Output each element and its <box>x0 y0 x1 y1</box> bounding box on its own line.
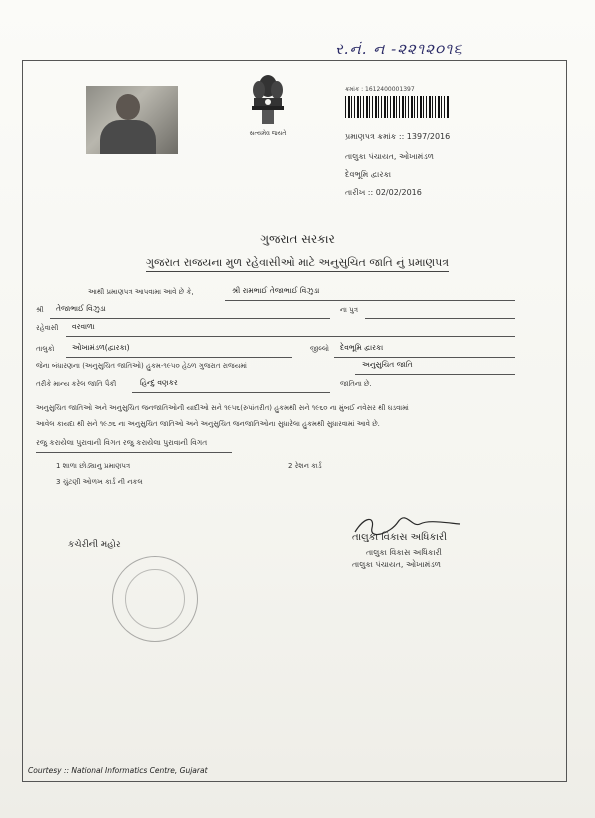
district-value: દેવભૂમિ દ્વારકા <box>340 343 384 352</box>
caste-suffix: જાતિના છે. <box>340 380 372 388</box>
taluka-label: તાલુકો <box>36 345 55 353</box>
government-title: ગુજરાત સરકાર <box>260 232 335 246</box>
handwritten-reference: ર.નં. ન -૨૨૧૨૦૧૬ <box>335 40 463 58</box>
order-text: જેના બંધારણના (અનુસુચિત જાતિઓ) હુકમ-૧૯૫૦ હેઠળ ગુજરાત રાજયમાં <box>36 362 247 370</box>
signatory-stamp-line-1: તાલુકા વિકાસ અધિકારી <box>366 548 442 557</box>
office-seal <box>112 556 198 642</box>
issue-date: તારીખ :: 02/02/2016 <box>345 188 422 197</box>
legal-paragraph-line-1: અનુસુચિત જાતિઓ અને અનુસુચિત જનજાતિઓની યાદીઓ સને ૧૯૫૬(રુપાંતરીત) હુકમથી સને ૧૯૬૦ ના મુંબઈ નવેસર થી ઘડવામાં <box>36 404 409 412</box>
signatory-title: તાલુકા વિકાસ અધિકારી <box>352 532 447 543</box>
intro-label: આથી પ્રમાણપત્ર આપવામા આવે છે કે, <box>88 288 194 296</box>
father-name: તેજાભાઈ વિંઝુડા <box>56 304 106 313</box>
document-1: 1 શાળા છોડ્યાનુ પ્રમાણપત્ર <box>56 462 131 470</box>
barcode-label: ક્રમાંક : 1612400001397 <box>345 86 415 93</box>
document-2: 2 રેશન કાર્ડ <box>288 462 322 470</box>
order-value: અનુસુચિત જાતિ <box>362 360 413 369</box>
taluka-value: ઓખામંડળ(દ્વારકા) <box>72 343 130 352</box>
applicant-name: શ્રી રામભાઈ તેજાભાઈ વિંઝુડા <box>232 286 320 295</box>
document-3: 3 ચુંટણી ઓળખ કાર્ડ ની નકલ <box>56 478 143 486</box>
certificate-number: પ્રમાણપત્ર ક્રમાંક :: 1397/2016 <box>345 132 451 141</box>
issuing-district: દેવભૂમિ દ્વારકા <box>345 170 392 179</box>
barcode <box>345 96 449 118</box>
issuing-office: તાલુકા પંચાયત, ઓખામંડળ <box>345 152 434 161</box>
resident-label: રહેવાસી <box>36 324 59 332</box>
office-stamp-label: કચેરીની મહોર <box>68 540 121 550</box>
courtesy-footer: Courtesy :: National Informatics Centre, Gujarat <box>28 766 208 775</box>
applicant-photo <box>86 86 178 154</box>
caste-label: તરીકે માન્ય કરેલ જાતિ પૈકી <box>36 380 117 388</box>
signatory-stamp-line-2: તાલુકા પંચાયત, ઓખામંડળ <box>352 560 441 569</box>
certificate-title: ગુજરાત રાજયના મુળ રહેવાસીઓ માટે અનુસુચિત જાતિ નું પ્રમાણપત્ર <box>0 256 595 270</box>
ashoka-emblem-icon <box>248 72 288 130</box>
emblem-motto: સત્યમેવ જયતે <box>249 130 287 137</box>
caste-value: હિન્દુ વણકર <box>140 378 178 387</box>
shri-label: શ્રી <box>36 306 44 314</box>
legal-paragraph-line-2: આવેલ કાયદા થી સને ૧૯૭૬ ના અનુસુચિત જાતિઓ અને અનુસુચિત જનજાતિઓના સુધારેલા હુકમથી સુધારવામાં આવે છે. <box>36 420 380 428</box>
district-label: જીલ્લો <box>310 345 329 353</box>
documents-heading: રજુ કરાયેલા પુરાવાની વિગત રજુ કરાયેલા પુરાવાની વિગત <box>36 438 208 447</box>
son-of-label: ના પુત્ર <box>340 306 359 314</box>
resident-village: વરવાળા <box>72 322 95 331</box>
